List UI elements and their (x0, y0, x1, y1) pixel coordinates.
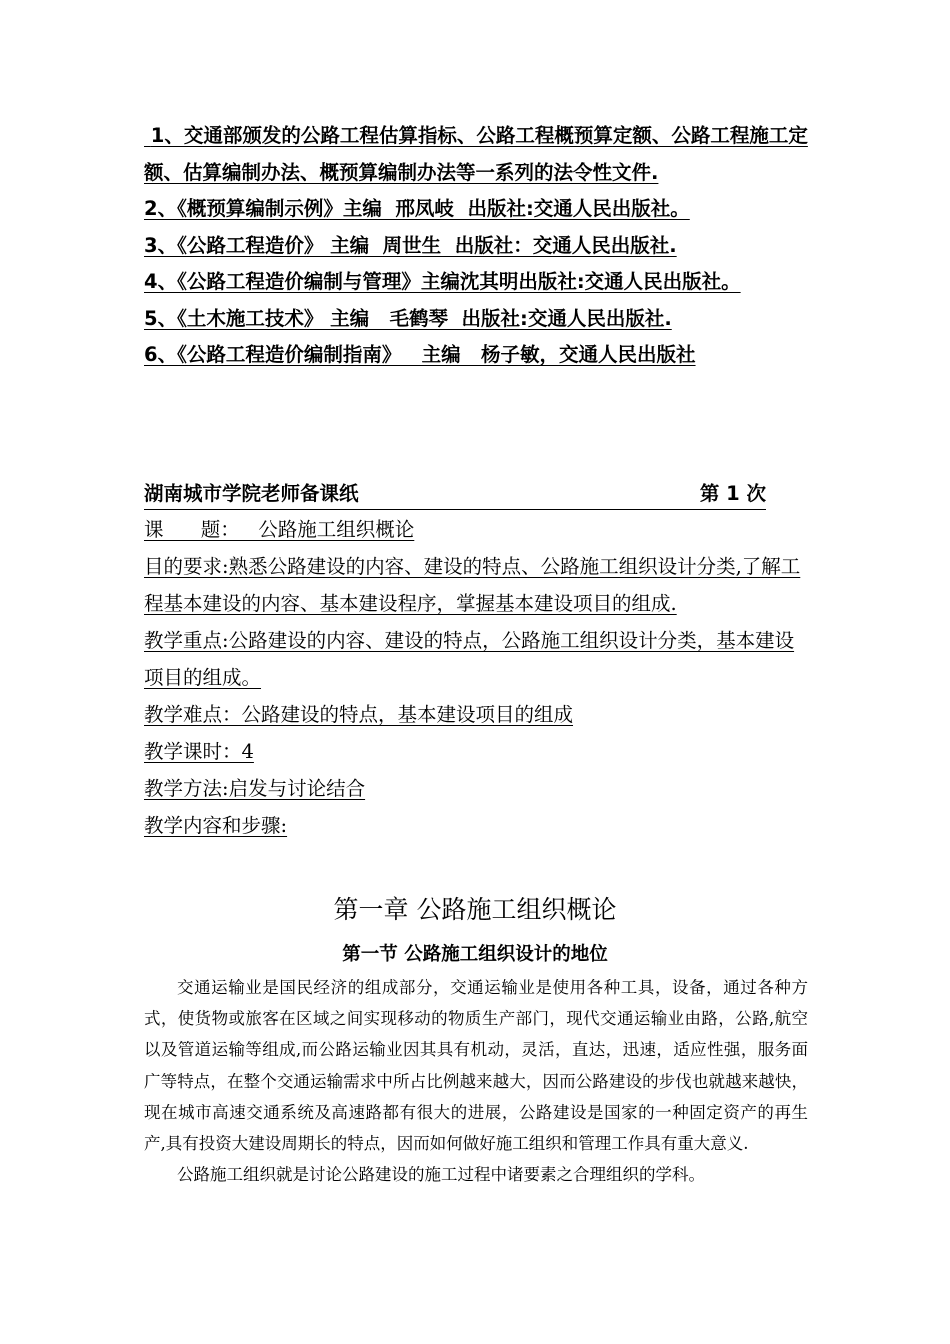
lesson-method (144, 770, 808, 807)
body-text (144, 972, 808, 1190)
lesson-objectives: 目的要求:熟悉公路建设的内容、建设的特点、公路施工组织设计分类,了解工程基本建设的内容、基本建设程序，掌握基本建设项目的组成. (144, 555, 801, 615)
reference-item-4: 4、《公路工程造价编制与管理》主编沈其明出版社:交通人民出版社。 (144, 270, 741, 293)
reference-item-1: 1、交通部颁发的公路工程估算指标、公路工程概预算定额、公路工程施工定额、估算编制办法、概预算编制办法等一系列的法令性文件. (144, 124, 808, 184)
reference-item-2: 2、《概预算编制示例》主编 邢凤岐 出版社:交通人民出版社。 (144, 197, 690, 220)
lesson-difficulties-text: 教学难点：公路建设的特点，基本建设项目的组成 (144, 703, 574, 726)
lesson-difficulties (144, 696, 808, 733)
school-name: 湖南城市学院老师备课纸 (144, 482, 359, 505)
section-title: 第一节 公路施工组织设计的地位 (342, 944, 608, 965)
lesson-topic-text: 课 题： 公路施工组织概论 (144, 518, 415, 541)
lesson-hours-text: 教学课时：4 (144, 740, 254, 763)
reference-item-6: 6、《公路工程造价编制指南》 主编 杨子敏，交通人民出版社 (144, 343, 696, 366)
lesson-info (144, 511, 808, 844)
chapter-title: 第一章 公路施工组织概论 (333, 895, 617, 924)
reference-item-3: 3、《公路工程造价》 主编 周世生 出版社：交通人民出版社. (144, 233, 677, 257)
lesson-content-steps-text: 教学内容和步骤: (144, 814, 288, 837)
lesson-number: 第 1 次 (699, 482, 766, 505)
body-paragraph-2: 公路施工组织就是讨论公路建设的施工过程中诸要素之合理组织的学科。 (177, 1165, 705, 1185)
lesson-method-text: 教学方法:启发与讨论结合 (144, 777, 366, 800)
reference-list (144, 118, 808, 374)
lesson-key-points: 教学重点:公路建设的内容、建设的特点，公路施工组织设计分类，基本建设项目的组成。 (144, 629, 795, 689)
body-paragraph-1: 交通运输业是国民经济的组成部分，交通运输业是使用各种工具，设备，通过各种方式，使货物或旅客在区域之间实现移动的物质生产部门，现代交通运输业由路，公路,航空以及管道运输等组成,而公路运输业因其具有机动，灵活，直达，迅速，适应性强，服务面广等特点，在整个交通运输需求中所占比例越来越大，因而公路建设的步伐也就越来越快，现在城市高速交通系统及高速路都有很大的进展，公路建设是国家的一种固定资产的再生产,具有投资大建设周期长的特点，因而如何做好施工组织和管理工作具有重大意义. (144, 978, 808, 1154)
lesson-hours (144, 733, 808, 770)
lesson-header (144, 478, 766, 510)
reference-item-5: 5、《土木施工技术》 主编 毛鹤琴 出版社:交通人民出版社. (144, 306, 672, 330)
lesson-content-steps (144, 807, 808, 844)
lesson-topic (144, 511, 808, 548)
